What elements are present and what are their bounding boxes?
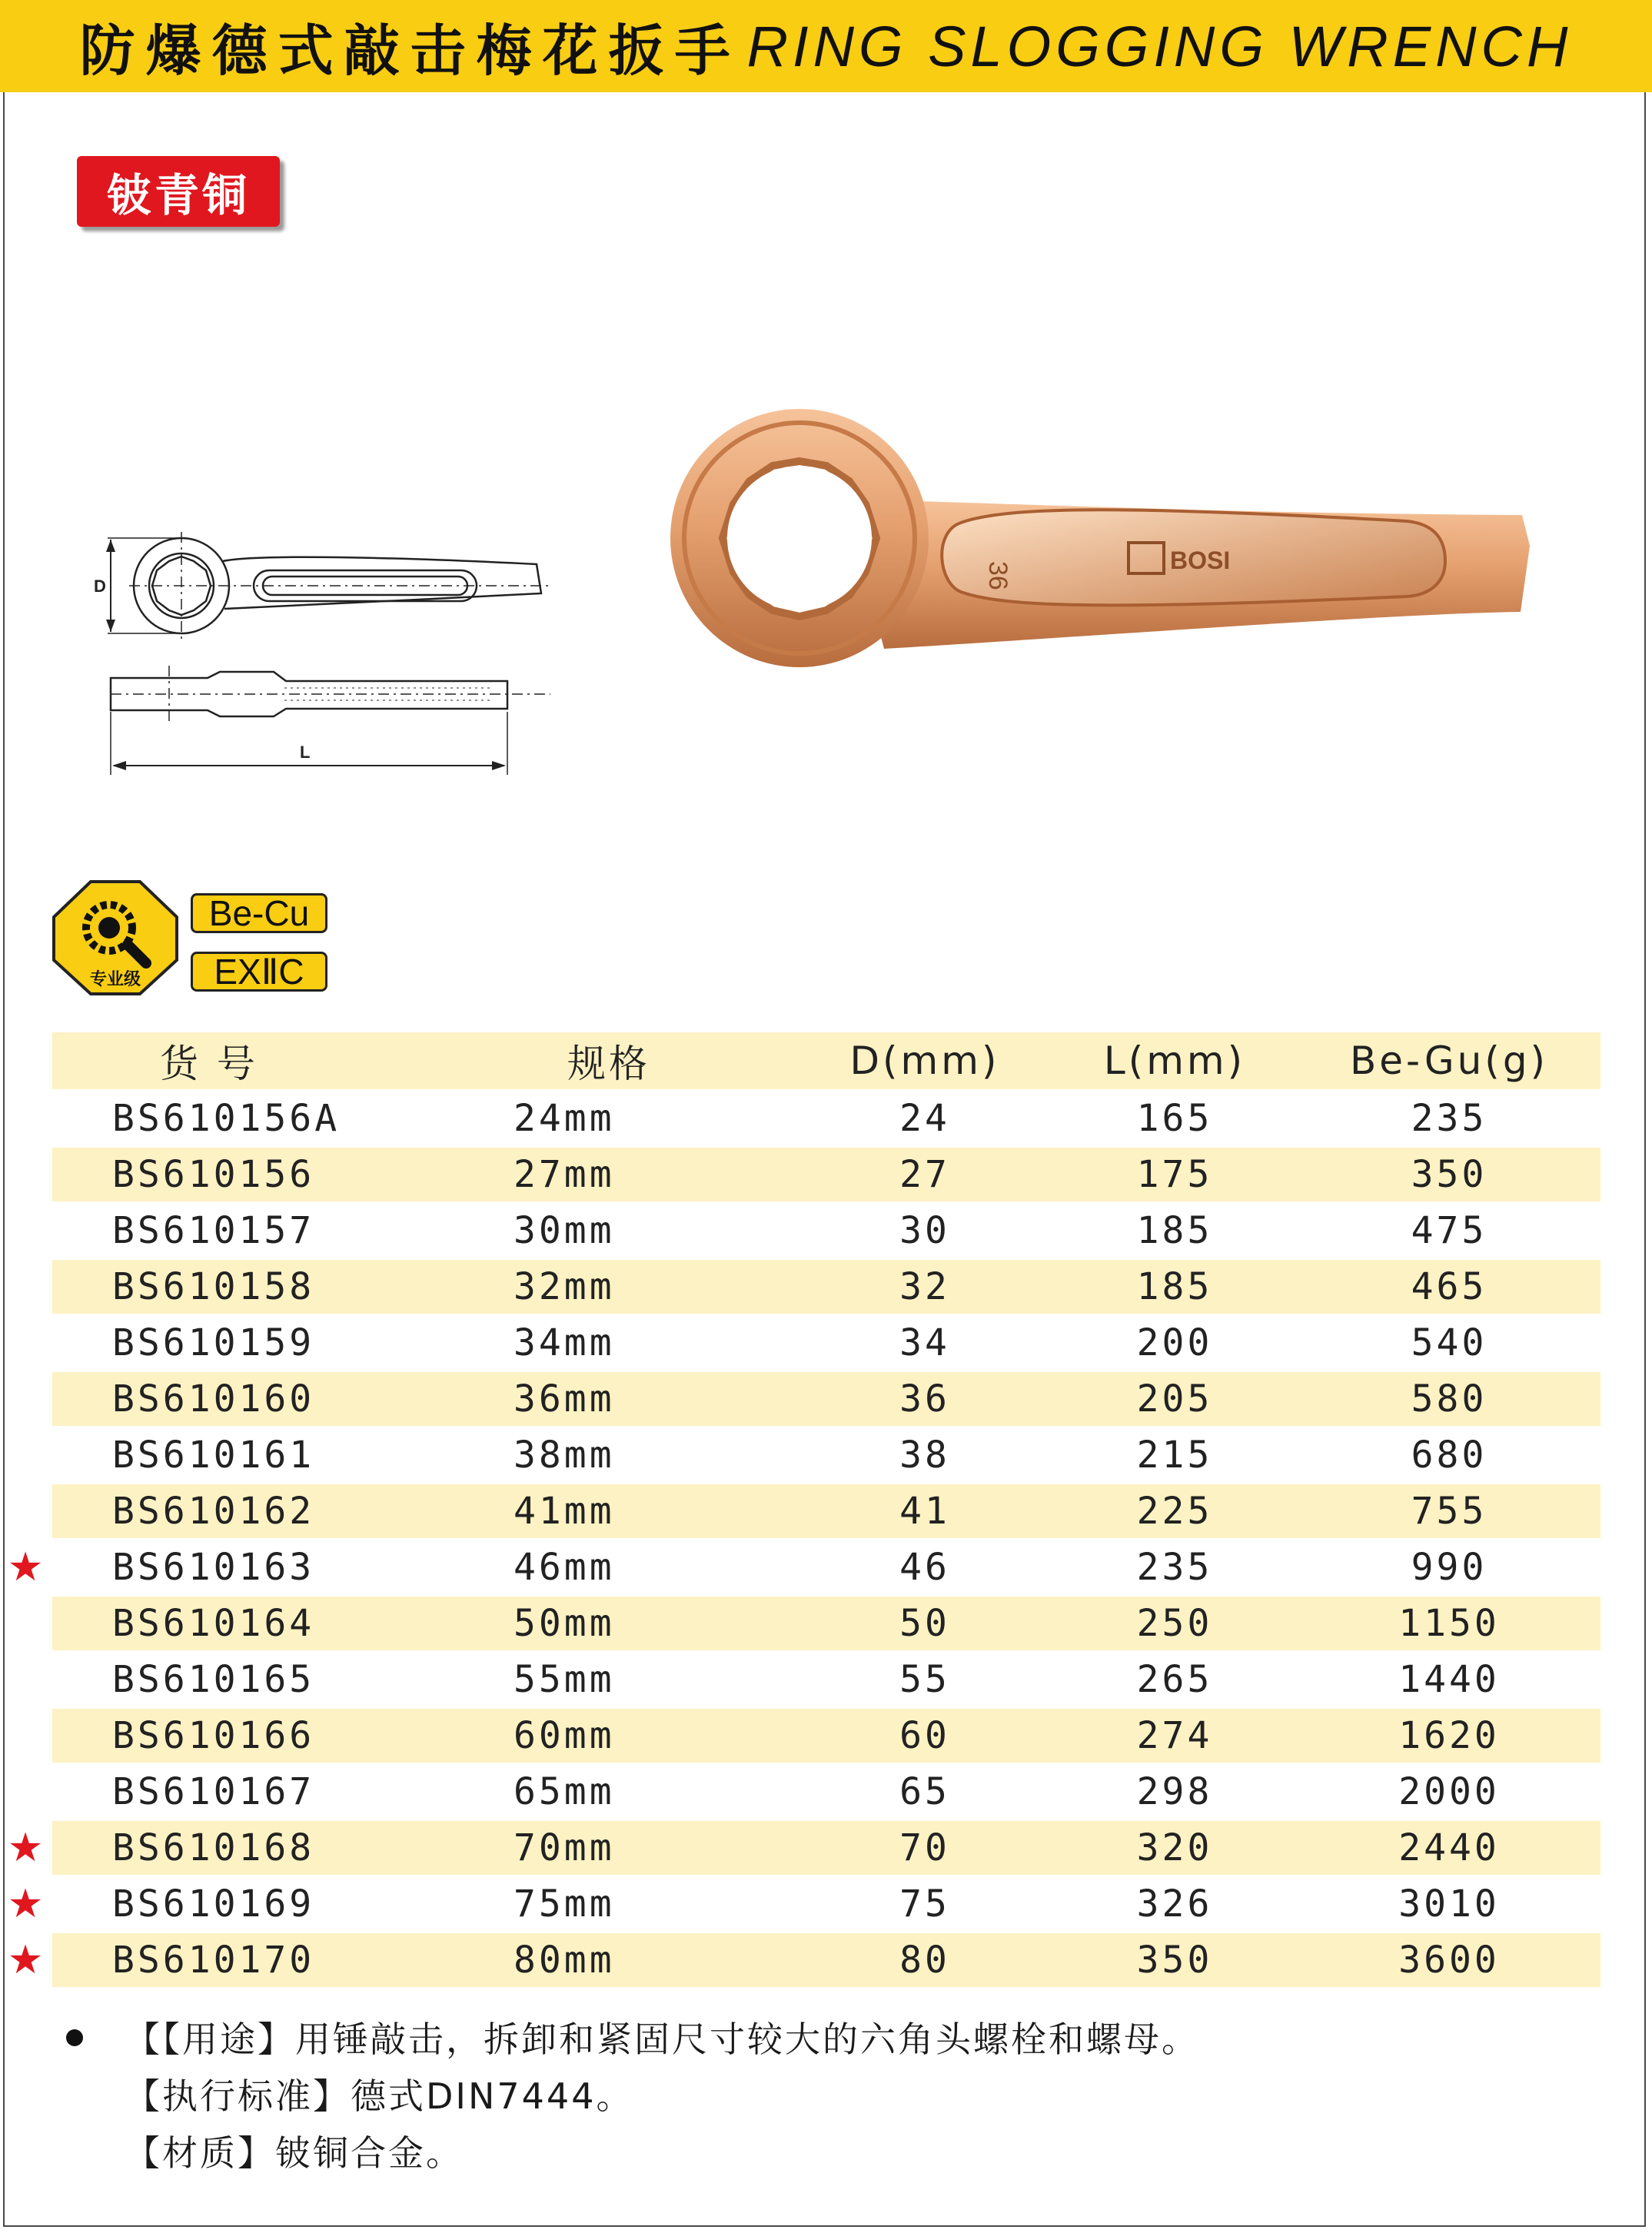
cell-weight: 465 [1298, 1259, 1600, 1315]
cell-code: BS610166 [52, 1708, 514, 1764]
cell-d: 36 [798, 1371, 1052, 1427]
cell-code: BS610160 [52, 1371, 514, 1427]
table-row [52, 1540, 1600, 1596]
cell-l: 250 [1052, 1596, 1298, 1652]
cell-weight: 2440 [1298, 1820, 1600, 1876]
cell-d: 80 [798, 1932, 1052, 1989]
table-row [52, 1091, 1600, 1147]
cell-spec: 46mm [514, 1540, 798, 1596]
cell-code: BS610156A [52, 1091, 514, 1147]
cell-d: 60 [798, 1708, 1052, 1764]
cell-code: BS610156 [52, 1147, 514, 1203]
cell-l: 175 [1052, 1147, 1298, 1203]
star-icon: ★ [7, 1937, 44, 1983]
cell-d: 70 [798, 1820, 1052, 1876]
cell-l: 215 [1052, 1427, 1298, 1484]
wrench-photo [653, 407, 1561, 699]
table-row [52, 1371, 1600, 1427]
cell-spec: 38mm [514, 1427, 798, 1484]
cell-spec: 32mm [514, 1259, 798, 1315]
cell-weight: 475 [1298, 1203, 1600, 1259]
cell-weight: 3010 [1298, 1876, 1600, 1932]
cell-l: 225 [1052, 1484, 1298, 1540]
professional-grade-badge-icon [51, 880, 180, 995]
cell-d: 27 [798, 1147, 1052, 1203]
note-standard: 【执行标准】德式DIN7444。 [125, 2075, 634, 2117]
cell-weight: 680 [1298, 1427, 1600, 1484]
table-row [52, 1652, 1600, 1708]
cell-code: BS610165 [52, 1652, 514, 1708]
table-row [52, 1708, 1600, 1764]
cell-weight: 1150 [1298, 1596, 1600, 1652]
cell-code: BS610169 [52, 1876, 514, 1932]
star-icon: ★ [7, 1881, 44, 1927]
cell-d: 65 [798, 1764, 1052, 1820]
cell-spec: 50mm [514, 1596, 798, 1652]
cell-l: 200 [1052, 1315, 1298, 1371]
material-tag: 铍青铜 [77, 156, 280, 227]
table-row [52, 1315, 1600, 1371]
cell-l: 298 [1052, 1764, 1298, 1820]
cell-spec: 80mm [514, 1932, 798, 1989]
cell-weight: 2000 [1298, 1764, 1600, 1820]
cell-spec: 27mm [514, 1147, 798, 1203]
cell-l: 185 [1052, 1259, 1298, 1315]
cell-weight: 990 [1298, 1540, 1600, 1596]
header-l: L(mm) [1052, 1032, 1298, 1091]
cell-d: 38 [798, 1427, 1052, 1484]
cell-d: 34 [798, 1315, 1052, 1371]
cell-l: 320 [1052, 1820, 1298, 1876]
cell-code: BS610162 [52, 1484, 514, 1540]
cell-spec: 70mm [514, 1820, 798, 1876]
cell-l: 274 [1052, 1708, 1298, 1764]
cell-code: BS610163 [52, 1540, 514, 1596]
explosion-class-badge: EXⅡC [191, 952, 327, 992]
cell-d: 41 [798, 1484, 1052, 1540]
cell-spec: 30mm [514, 1203, 798, 1259]
cell-l: 185 [1052, 1203, 1298, 1259]
usage-notes [66, 2011, 1199, 2181]
cell-spec: 34mm [514, 1315, 798, 1371]
cell-spec: 55mm [514, 1652, 798, 1708]
badge-grade-text: 专业级 [89, 970, 141, 989]
cell-d: 46 [798, 1540, 1052, 1596]
drawing-label-l: L [300, 743, 311, 762]
table-header-row [52, 1032, 1600, 1091]
cell-weight: 755 [1298, 1484, 1600, 1540]
table-row [52, 1203, 1600, 1259]
cell-spec: 24mm [514, 1091, 798, 1147]
table-row [52, 1596, 1600, 1652]
cell-l: 235 [1052, 1540, 1298, 1596]
photo-size-mark: 36 [983, 561, 1012, 590]
cell-d: 55 [798, 1652, 1052, 1708]
technical-drawing [92, 530, 553, 784]
cell-weight: 350 [1298, 1147, 1600, 1203]
table-row [52, 1427, 1600, 1484]
table-row [52, 1876, 1600, 1932]
table-row [52, 1484, 1600, 1540]
cell-d: 24 [798, 1091, 1052, 1147]
table-row [52, 1764, 1600, 1820]
cell-d: 30 [798, 1203, 1052, 1259]
spec-table [52, 1032, 1600, 1989]
table-row [52, 1147, 1600, 1203]
cell-l: 326 [1052, 1876, 1298, 1932]
cell-weight: 235 [1298, 1091, 1600, 1147]
table-row [52, 1259, 1600, 1315]
table-body [52, 1091, 1600, 1989]
photo-brand-text: BOSI [1170, 547, 1231, 574]
drawing-label-d: D [94, 577, 106, 596]
material-badge: Be-Cu [191, 893, 327, 933]
cell-spec: 60mm [514, 1708, 798, 1764]
cell-weight: 580 [1298, 1371, 1600, 1427]
title-bar [0, 0, 1652, 92]
star-icon: ★ [7, 1544, 44, 1590]
cell-d: 32 [798, 1259, 1052, 1315]
table-row [52, 1932, 1600, 1989]
cell-spec: 41mm [514, 1484, 798, 1540]
cell-code: BS610159 [52, 1315, 514, 1371]
cell-code: BS610168 [52, 1820, 514, 1876]
cell-code: BS610167 [52, 1764, 514, 1820]
header-weight: Be-Gu(g) [1298, 1032, 1600, 1091]
cell-l: 205 [1052, 1371, 1298, 1427]
star-icon: ★ [7, 1825, 44, 1871]
cell-d: 75 [798, 1876, 1052, 1932]
cell-weight: 3600 [1298, 1932, 1600, 1989]
cell-weight: 1620 [1298, 1708, 1600, 1764]
header-d: D(mm) [798, 1032, 1052, 1091]
header-spec: 规格 [514, 1032, 798, 1091]
bullet-icon [66, 2029, 83, 2046]
cell-l: 165 [1052, 1091, 1298, 1147]
header-code: 货 号 [52, 1032, 514, 1091]
cell-l: 350 [1052, 1932, 1298, 1989]
cell-d: 50 [798, 1596, 1052, 1652]
table-row [52, 1820, 1600, 1876]
cell-code: BS610164 [52, 1596, 514, 1652]
cell-spec: 75mm [514, 1876, 798, 1932]
cell-spec: 36mm [514, 1371, 798, 1427]
cell-weight: 540 [1298, 1315, 1600, 1371]
cell-code: BS610158 [52, 1259, 514, 1315]
note-material: 【材质】铍铜合金。 [125, 2132, 464, 2174]
cell-weight: 1440 [1298, 1652, 1600, 1708]
title-chinese: 防爆德式敲击梅花扳手 [79, 18, 741, 83]
cell-code: BS610157 [52, 1203, 514, 1259]
cell-spec: 65mm [514, 1764, 798, 1820]
note-usage: 【【用途】用锤敲击，拆卸和紧固尺寸较大的六角头螺栓和螺母。 [125, 2019, 1199, 2060]
title-english: RING SLOGGING WRENCH [746, 14, 1573, 78]
cell-l: 265 [1052, 1652, 1298, 1708]
cell-code: BS610161 [52, 1427, 514, 1484]
cell-code: BS610170 [52, 1932, 514, 1989]
